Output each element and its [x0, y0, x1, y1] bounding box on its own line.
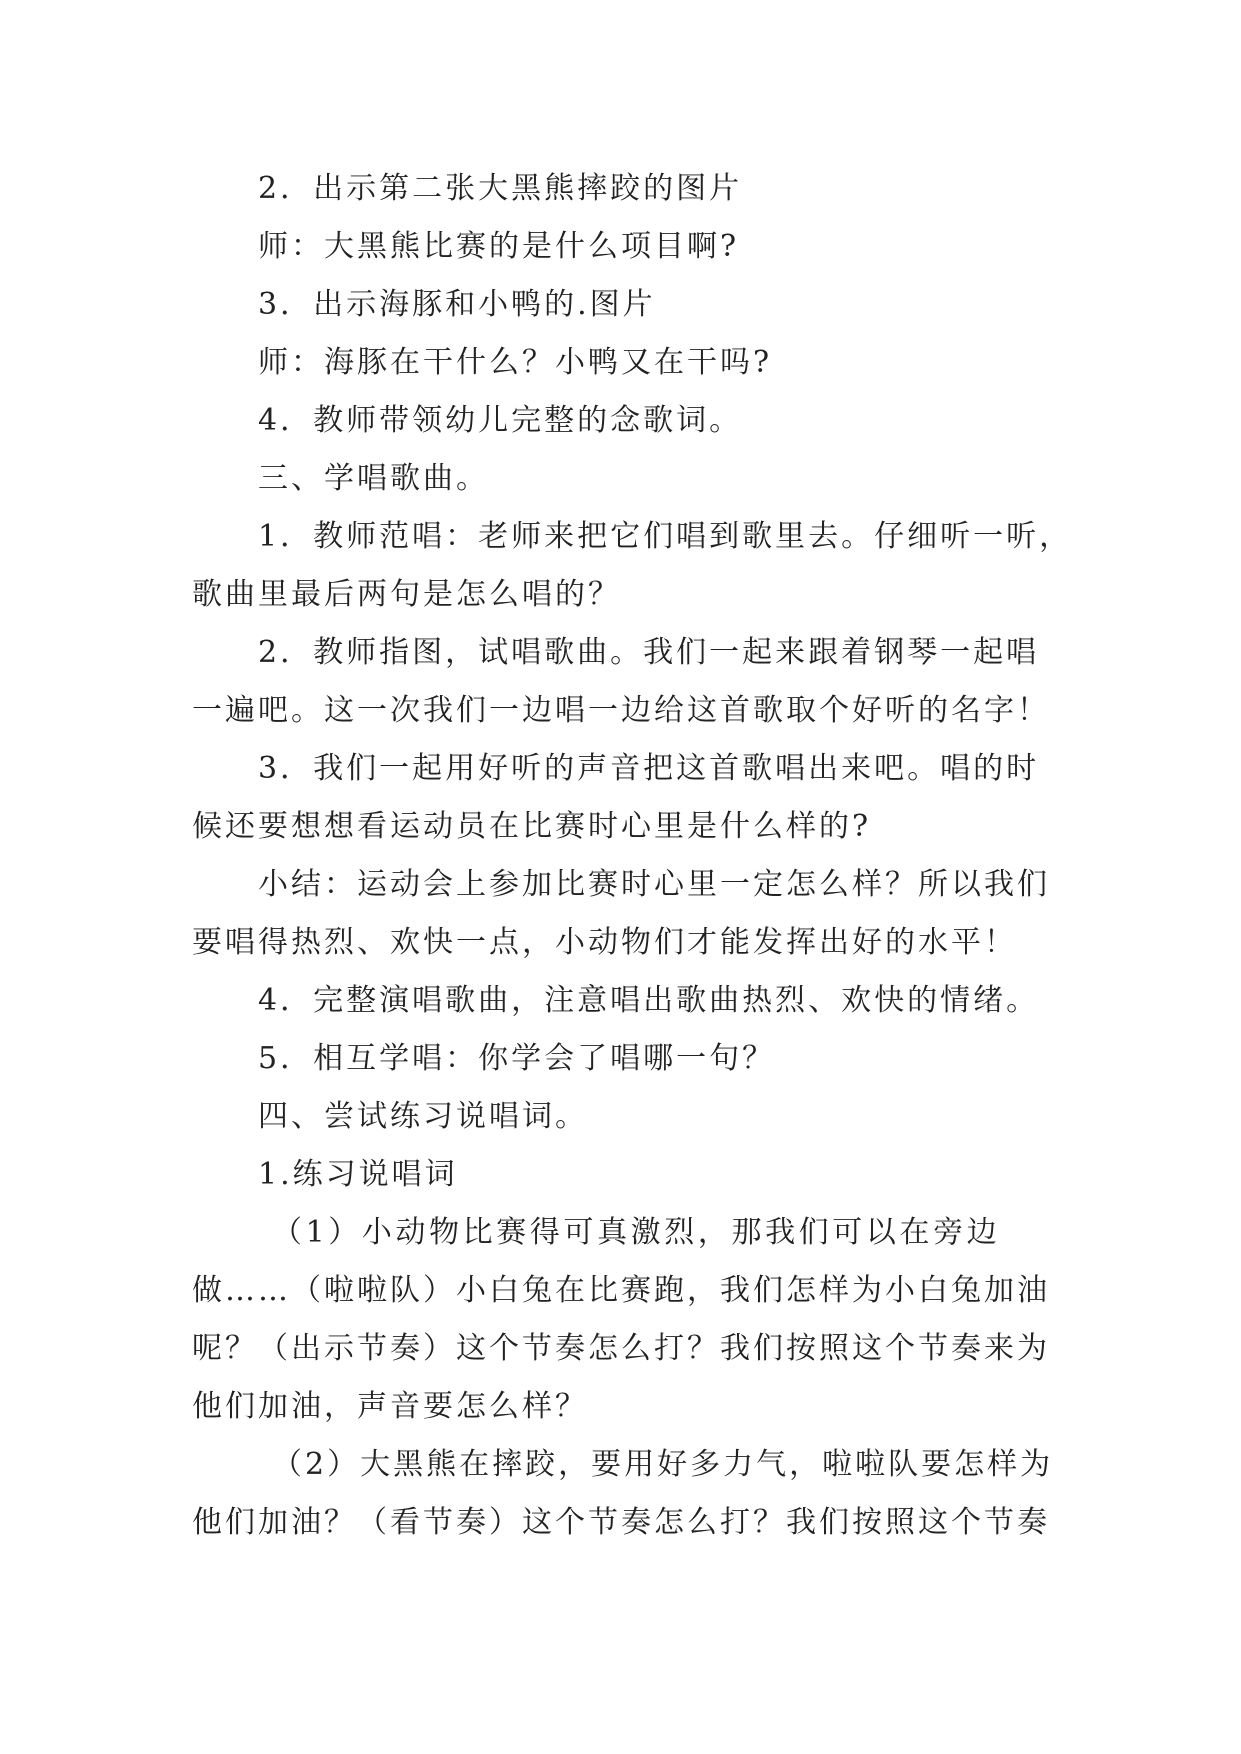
- section-heading: 三、学唱歌曲。: [258, 461, 489, 496]
- paragraph-line: 1．教师范唱：老师来把它们唱到歌里去。仔细听一听，: [258, 519, 1073, 554]
- paragraph-line: 3．出示海豚和小鸭的.图片: [258, 287, 656, 322]
- document-body: [192, 160, 1073, 1552]
- paragraph-line: 5．相互学唱：你学会了唱哪一句？: [258, 1041, 776, 1076]
- paragraph-line: 候还要想想看运动员在比赛时心里是什么样的?: [192, 809, 872, 844]
- paragraph-line: 他们加油，声音要怎么样？: [192, 1389, 588, 1424]
- paragraph-line: 他们加油？（看节奏）这个节奏怎么打？我们按照这个节奏: [192, 1505, 1050, 1540]
- paragraph-line: （1）小动物比赛得可真激烈，那我们可以在旁边: [272, 1215, 1001, 1250]
- paragraph-line: 小结：运动会上参加比赛时心里一定怎么样？所以我们: [258, 867, 1050, 902]
- paragraph-line: 4．完整演唱歌曲，注意唱出歌曲热烈、欢快的情绪。: [258, 983, 1040, 1018]
- section-heading: 四、尝试练习说唱词。: [258, 1099, 588, 1134]
- paragraph-line: 做……（啦啦队）小白兔在比赛跑，我们怎样为小白兔加油: [192, 1273, 1050, 1308]
- paragraph-line: 3．我们一起用好听的声音把这首歌唱出来吧。唱的时: [258, 751, 1040, 786]
- paragraph-line: 师：海豚在干什么？小鸭又在干吗?: [258, 345, 773, 380]
- paragraph-line: 要唱得热烈、欢快一点，小动物们才能发挥出好的水平！: [192, 925, 1017, 960]
- paragraph-line: 师：大黑熊比赛的是什么项目啊?: [258, 229, 740, 264]
- paragraph-line: 呢？（出示节奏）这个节奏怎么打？我们按照这个节奏来为: [192, 1331, 1050, 1366]
- paragraph-line: 4．教师带领幼儿完整的念歌词。: [258, 403, 743, 438]
- subsection-heading: 1.练习说唱词: [258, 1157, 458, 1192]
- paragraph-line: （2）大黑熊在摔跤，要用好多力气，啦啦队要怎样为: [272, 1447, 1054, 1482]
- paragraph-line: 2．出示第二张大黑熊摔跤的图片: [258, 171, 743, 206]
- paragraph-line: 歌曲里最后两句是怎么唱的？: [192, 577, 621, 612]
- paragraph-line: 2．教师指图，试唱歌曲。我们一起来跟着钢琴一起唱: [258, 635, 1040, 670]
- paragraph-line: 一遍吧。这一次我们一边唱一边给这首歌取个好听的名字！: [192, 693, 1050, 728]
